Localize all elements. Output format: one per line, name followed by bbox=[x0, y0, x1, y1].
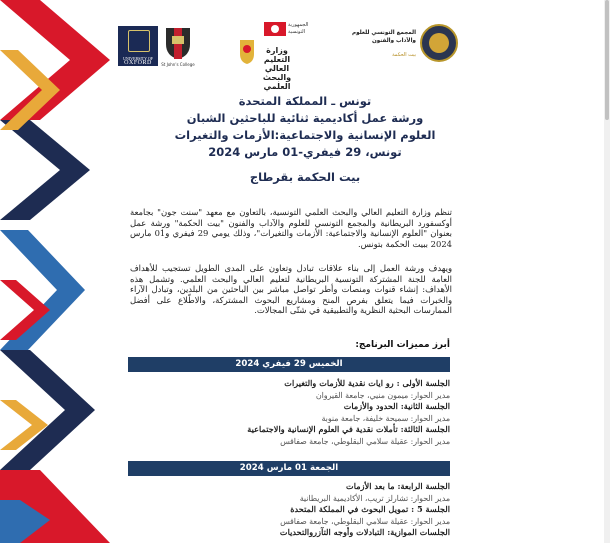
title-line-3: العلوم الإنسانية والاجتماعية:الأزمات والتغيرات bbox=[174, 128, 436, 142]
program-highlights-heading: أبرز مميزات البرنامج: bbox=[355, 340, 450, 350]
objectives-paragraph: ويهدف ورشة العمل إلى بناء علاقات تبادل وتعاون على المدى الطويل تستجيب للأهداف العامة للجنة المشتركة التونسية البريطانية لتعليم العالي والبحث العلمي. وتشمل هذه الأهداف: إنشاء قنوات ومنصات وأطر تواصل مباشر بين الباحثين من البلدين، وتبادل الآراء والخبرات فيما يتعلق بفرص المنح ومشاريع البحوث المشتركة، والاطّلاع على أفضل الممارسات البحثية النظرية والتطبيقية في شتّى المجالات. bbox=[130, 263, 452, 316]
st-johns-shield-icon bbox=[160, 26, 196, 60]
oxford-logo-line1: UNIVERSITY OF bbox=[123, 56, 153, 61]
scrollbar-thumb[interactable] bbox=[605, 0, 609, 120]
vertical-scrollbar[interactable] bbox=[604, 0, 610, 543]
day2-sessions bbox=[140, 481, 450, 539]
intro-paragraph: تنظم وزارة التعليم العالي والبحث العلمي التونسية، بالتعاون مع معهد "سنت جون" بجامعة أوكسفورد البريطانية والمجمع التونسي للعلوم والآداب والفنون "بيت الحكمة" ورشة عمل بعنوان "العلوم الإنسانية والاجتماعية: الأزمات والتغيرات"، وذلك يومي 29 فيفري و01 مارس 2024 ببيت الحكمة بتونس. bbox=[130, 207, 452, 249]
st-johns-college-logo bbox=[160, 26, 196, 67]
title-venue: بيت الحكمة بقرطاج bbox=[249, 170, 361, 184]
beit-al-hikma-line2: والآداب والفنون bbox=[371, 38, 416, 44]
title-block bbox=[150, 93, 460, 186]
title-line-2: ورشة عمل أكاديمية ثنائية للباحثين الشبان bbox=[186, 111, 424, 125]
beit-al-hikma-logo bbox=[350, 22, 460, 70]
session-row: الجلسات الموازية: التبادلات وأوجه التآزروالتحديات bbox=[279, 527, 450, 538]
beit-al-hikma-seal-icon bbox=[420, 24, 458, 62]
title-line-1: تونس ـ المملكة المتحدة bbox=[238, 94, 372, 108]
ministry-name: وزارة التعليم العالي والبحث العلمي bbox=[262, 46, 292, 91]
moderator-row: مدير الحوار: ميمون منيي، جامعة القيروان bbox=[315, 390, 450, 400]
republic-line2: التونسية bbox=[288, 29, 306, 35]
st-johns-caption: St John's College bbox=[161, 62, 195, 67]
day1-sessions bbox=[140, 378, 450, 448]
session-row: الجلسة الأولى : رو ايات نقدية للأزمات والتغيرات bbox=[284, 378, 450, 388]
header-logos bbox=[110, 20, 465, 91]
session-row: الجلسة الثالثة: تأملات نقدية في العلوم الإنسانية والاجتماعية bbox=[247, 424, 450, 435]
republic-line1: الجمهورية bbox=[288, 22, 309, 28]
oxford-logo-line2: OXFORD bbox=[124, 60, 152, 66]
beit-al-hikma-line1: المجمع التونسي للعلوم bbox=[352, 30, 416, 36]
session-row: الجلسة الثانية: الحدود والأزمات bbox=[343, 401, 450, 412]
moderator-row: مدير الحوار: تشارلز تريب، الأكاديمية البريطانية bbox=[299, 493, 450, 503]
title-date: تونس، 29 فيفري-01 مارس 2024 bbox=[208, 145, 402, 159]
tunisian-republic-logo bbox=[238, 20, 312, 91]
moderator-row: مدير الحوار: عقيلة سلامي البقلوطي، جامعة صفاقس bbox=[280, 516, 450, 526]
tunisia-flag-icon bbox=[264, 22, 286, 36]
day1-header: الخميس 29 فيفري 2024 bbox=[128, 357, 450, 372]
chevron-navy-1 bbox=[0, 120, 90, 220]
decorative-chevron-pattern bbox=[0, 0, 110, 543]
oxford-crest-icon bbox=[128, 30, 150, 52]
day2-header: الجمعة 01 مارس 2024 bbox=[128, 461, 450, 476]
moderator-row: مدير الحوار: عقيلة سلامي البقلوطي، جامعة صفاقس bbox=[280, 436, 450, 446]
session-row: الجلسة 5 : تمويل البحوث في المملكة المتحدة bbox=[290, 504, 450, 515]
session-row: الجلسة الرابعة: ما بعد الأزمات bbox=[346, 481, 450, 491]
moderator-row: مدير الحوار: سميحة خليفة، جامعة منوبة bbox=[321, 413, 450, 423]
oxford-logo bbox=[118, 26, 158, 66]
beit-al-hikma-line3: بيت الحكمة bbox=[392, 52, 416, 58]
